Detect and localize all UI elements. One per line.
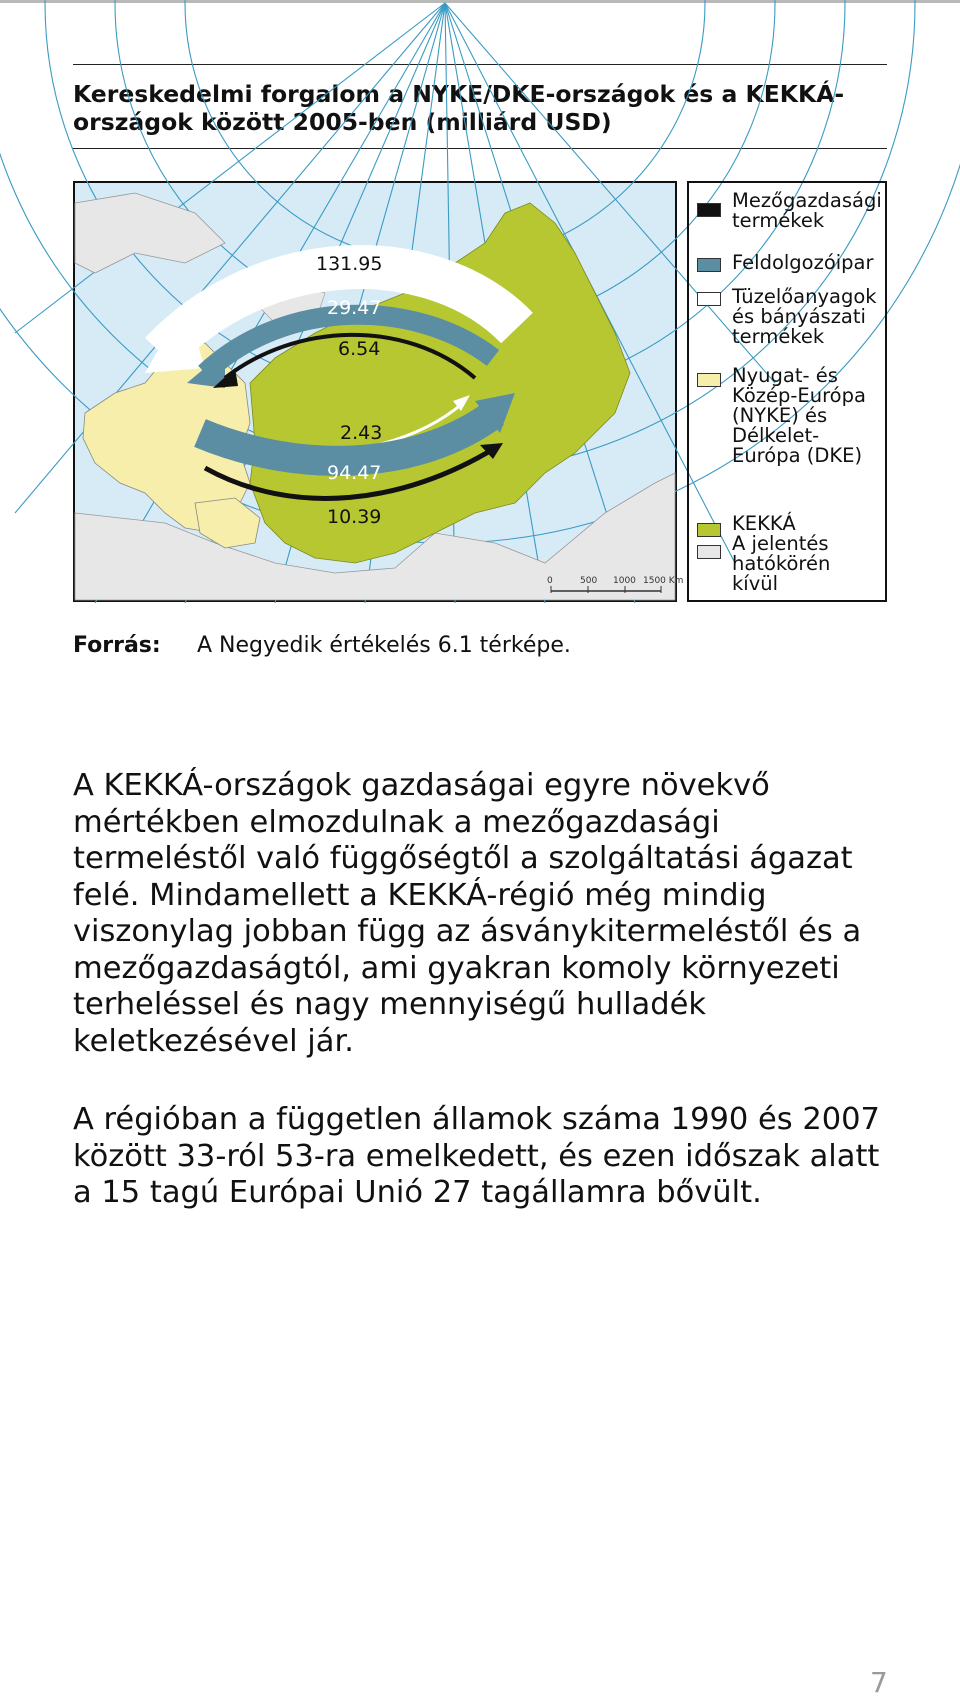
legend-swatch-kekka <box>697 523 721 537</box>
trade-map <box>73 181 684 602</box>
legend-swatch-fuels <box>697 292 721 306</box>
scale-label-1500: 1500 Km <box>643 576 684 586</box>
scale-label-0: 0 <box>547 576 553 586</box>
legend-label-fuels: Tüzelőanyagok és bányászati termékek <box>732 285 877 348</box>
legend-label-manufacturing: Feldolgozóipar <box>732 251 874 274</box>
source-key: Forrás: <box>73 633 161 658</box>
legend-swatch-manufacturing <box>697 258 721 272</box>
page-top-rule <box>0 0 960 3</box>
page-number: 7 <box>870 1666 888 1699</box>
value-agriculture-top: 6.54 <box>338 338 381 360</box>
body-paragraph-1: A KEKKÁ-országok gazdaságai egyre növekvő mértékben elmozdulnak a mezőgazdasági termeléstől való függőségtől a szolgáltatási ágazat felé. Mindamellett a KEKKÁ-régió még mindig viszonylag jobban függ az ásványkitermeléstől és a mezőgazdaságtól, ami gyakran komoly környezeti terheléssel és nagy mennyiségű hulladék keletkezésével jár. <box>73 768 862 1059</box>
scale-label-500: 500 <box>580 576 598 586</box>
map-legend <box>687 181 887 602</box>
legend-label-kekka: KEKKÁ <box>732 512 796 535</box>
body-paragraph-2: A régióban a független államok száma 1990 és 2007 között 33-ról 53-ra emelkedett, és ezen időszak alatt a 15 tagú Európai Unió 27 tagállamra bővült. <box>73 1102 880 1210</box>
title-bottom-rule <box>73 148 887 149</box>
figure-source <box>73 632 571 660</box>
legend-label-nyke-dke: Nyugat- és Közép-Európa (NYKE) és Délkelet- Európa (DKE) <box>732 364 866 467</box>
legend-swatch-outside-scope <box>697 545 721 559</box>
value-manufacturing-bottom: 94.47 <box>327 462 382 484</box>
legend-label-agriculture: Mezőgazdasági termékek <box>732 189 882 232</box>
figure-title: Kereskedelmi forgalom a NYKE/DKE-országok és a KEKKÁ-országok között 2005-ben (milliárd USD) <box>73 80 845 136</box>
value-fuels-top: 131.95 <box>316 253 383 275</box>
legend-swatch-agriculture <box>697 203 721 217</box>
value-fuels-bottom: 2.43 <box>340 422 383 444</box>
scale-label-1000: 1000 <box>613 576 636 586</box>
legend-swatch-nyke-dke <box>697 373 721 387</box>
legend-label-outside-scope: A jelentés hatókörén kívül <box>732 532 831 595</box>
title-top-rule <box>73 64 887 65</box>
value-manufacturing-top: 29.47 <box>327 297 382 319</box>
source-text: A Negyedik értékelés 6.1 térképe. <box>197 633 571 658</box>
value-agriculture-bottom: 10.39 <box>327 506 382 528</box>
